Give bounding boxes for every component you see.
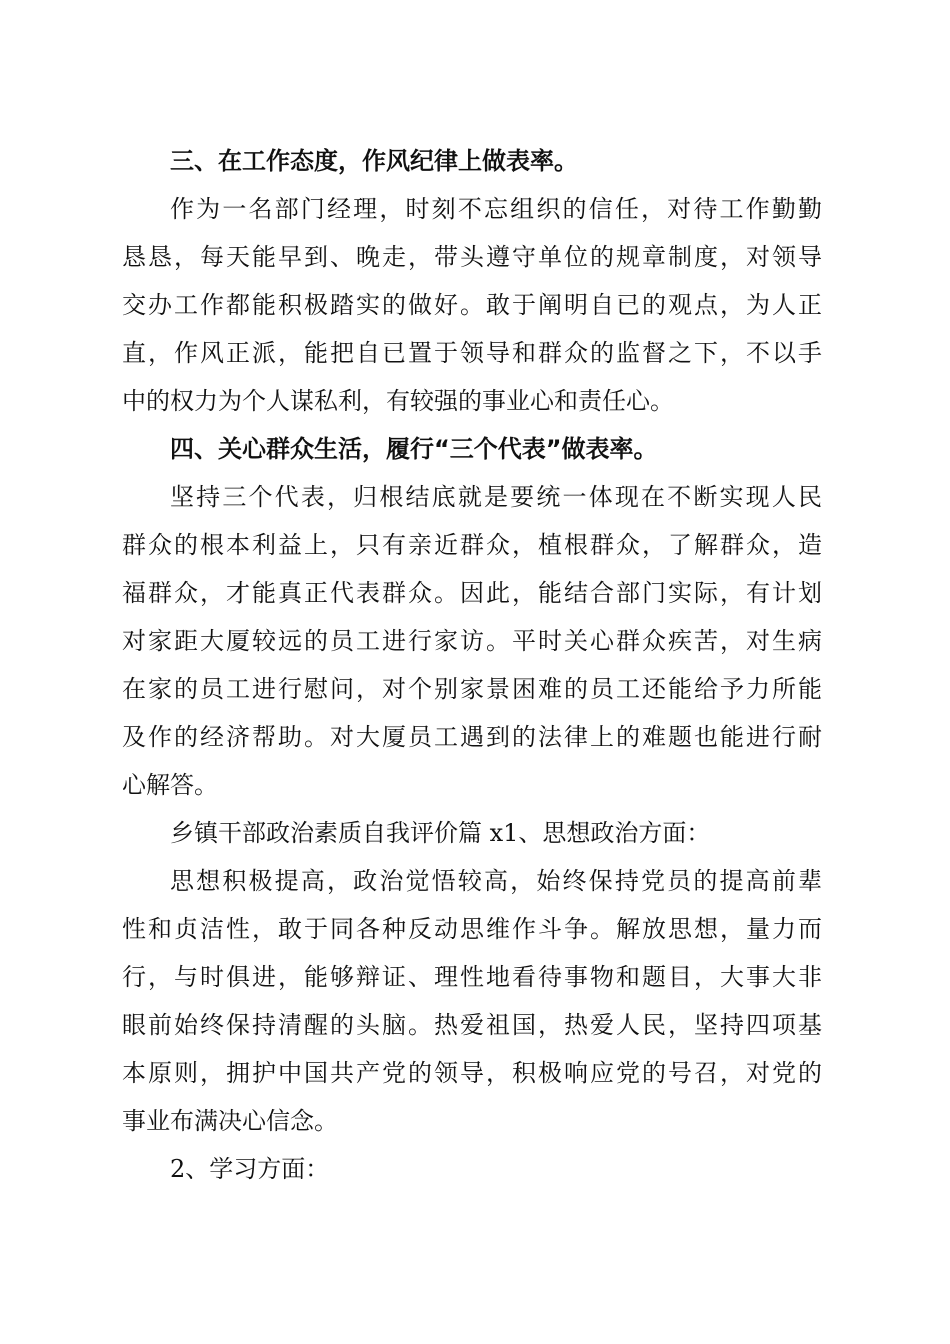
section-heading-4: 四、关心群众生活，履行“三个代表”做表率。 — [170, 435, 658, 463]
paragraph-line: 眼前始终保持清醒的头脑。热爱祖国，热爱人民，坚持四项基 — [122, 1011, 822, 1039]
paragraph-line: 及作的经济帮助。对大厦员工遇到的法律上的难题也能进行耐 — [122, 723, 822, 751]
study-heading: 2、学习方面： — [170, 1155, 330, 1183]
section-title: 乡镇干部政治素质自我评价篇 x1、思想政治方面： — [170, 819, 711, 847]
document-body — [122, 137, 822, 1193]
paragraph-line: 恳恳，每天能早到、晚走，带头遵守单位的规章制度，对领导 — [122, 243, 822, 271]
paragraph-line: 心解答。 — [122, 771, 218, 799]
section-heading-3: 三、在工作态度，作风纪律上做表率。 — [170, 147, 578, 175]
paragraph-line: 本原则，拥护中国共产党的领导，积极响应党的号召，对党的 — [122, 1059, 822, 1087]
paragraph-line: 性和贞洁性，敢于同各种反动思维作斗争。解放思想，量力而 — [122, 915, 822, 943]
paragraph-line: 直，作风正派，能把自已置于领导和群众的监督之下，不以手 — [122, 339, 822, 367]
paragraph-line: 群众的根本利益上，只有亲近群众，植根群众，了解群众，造 — [122, 531, 822, 559]
paragraph-line: 坚持三个代表，归根结底就是要统一体现在不断实现人民 — [170, 483, 822, 511]
paragraph-line: 福群众，才能真正代表群众。因此，能结合部门实际，有计划 — [122, 579, 822, 607]
paragraph-line: 作为一名部门经理，时刻不忘组织的信任，对待工作勤勤 — [170, 195, 822, 223]
paragraph-line: 对家距大厦较远的员工进行家访。平时关心群众疾苦，对生病 — [122, 627, 822, 655]
paragraph-line: 思想积极提高，政治觉悟较高，始终保持党员的提高前辈 — [170, 867, 822, 895]
paragraph-line: 事业布满决心信念。 — [122, 1107, 338, 1135]
paragraph-line: 在家的员工进行慰问，对个别家景困难的员工还能给予力所能 — [122, 675, 822, 703]
paragraph-line: 交办工作都能积极踏实的做好。敢于阐明自已的观点，为人正 — [122, 291, 822, 319]
paragraph-line: 中的权力为个人谋私利，有较强的事业心和责任心。 — [122, 387, 674, 415]
paragraph-line: 行，与时俱进，能够辩证、理性地看待事物和题目，大事大非 — [122, 963, 822, 991]
